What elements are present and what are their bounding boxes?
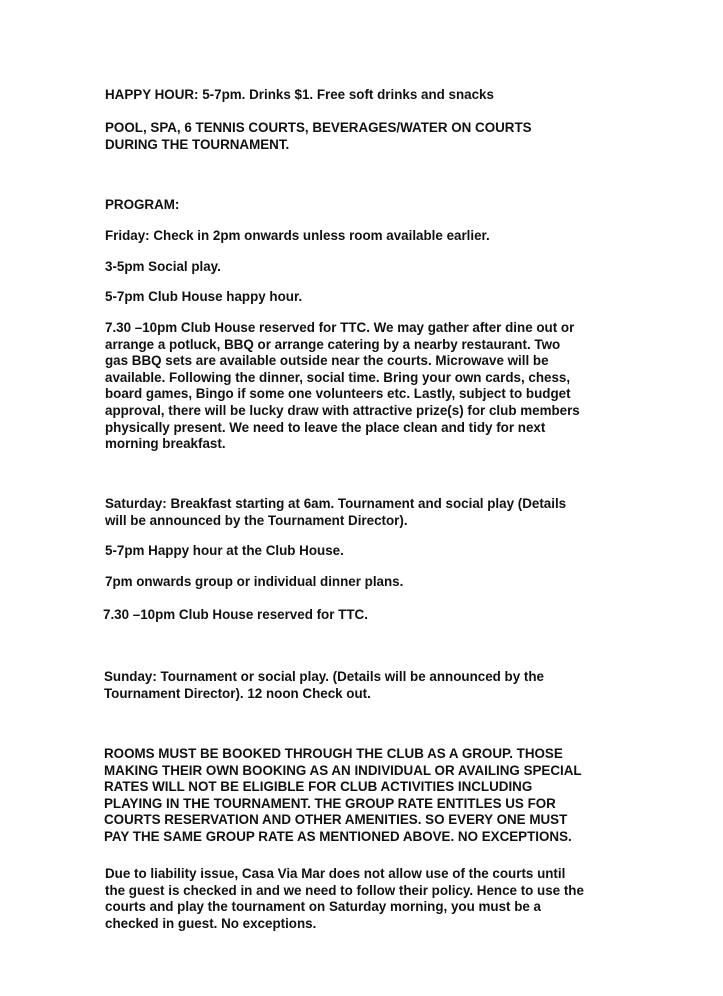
friday-happy-hour-line: 5-7pm Club House happy hour.: [105, 289, 303, 304]
friday-evening-paragraph: 7.30 –10pm Club House reserved for TTC. We may gather after dine out or arrange a potluck, BBQ or arrange catering by a nearby restaurant. Two gas BBQ sets are available outside near the courts. Microwave will be available. Following the dinner, social time. Bring your own cards, chess, board games, Bingo if some one volunteers etc. Lastly, subject to budget approval, there will be lucky draw with attractive prize(s) for club members physically present. We need to leave the place clean and tidy for next morning breakfast.: [105, 320, 580, 452]
liability-notice: Due to liability issue, Casa Via Mar does not allow use of the courts until the guest is checked in and we need to follow their policy. Hence to use the courts and play the tournament on Saturday morning, you must be a checked in guest. No exceptions.: [105, 866, 584, 931]
friday-checkin-line: Friday: Check in 2pm onwards unless room available earlier.: [105, 228, 490, 243]
sunday-paragraph: Sunday: Tournament or social play. (Details will be announced by the Tournament Director). 12 noon Check out.: [104, 669, 544, 701]
saturday-happy-hour-line: 5-7pm Happy hour at the Club House.: [105, 543, 344, 558]
saturday-dinner-line: 7pm onwards group or individual dinner plans.: [105, 574, 404, 589]
friday-social-play-line: 3-5pm Social play.: [105, 259, 221, 274]
amenities-paragraph: POOL, SPA, 6 TENNIS COURTS, BEVERAGES/WATER ON COURTS DURING THE TOURNAMENT.: [105, 120, 532, 152]
rooms-booking-notice: ROOMS MUST BE BOOKED THROUGH THE CLUB AS A GROUP. THOSE MAKING THEIR OWN BOOKING AS AN INDIVIDUAL OR AVAILING SPECIAL RATES WILL NOT BE ELIGIBLE FOR CLUB ACTIVITIES INCLUDING PLAYING IN THE TOURNAMENT. THE GROUP RATE ENTITLES US FOR COURTS RESERVATION AND OTHER AMENITIES. SO EVERY ONE MUST PAY THE SAME GROUP RATE AS MENTIONED ABOVE. NO EXCEPTIONS.: [104, 746, 582, 844]
saturday-paragraph: Saturday: Breakfast starting at 6am. Tournament and social play (Details will be announced by the Tournament Director).: [105, 496, 567, 528]
saturday-evening-line: 7.30 –10pm Club House reserved for TTC.: [103, 607, 368, 622]
program-heading: PROGRAM:: [105, 197, 180, 212]
happy-hour-line: HAPPY HOUR: 5-7pm. Drinks $1. Free soft drinks and snacks: [105, 87, 494, 102]
